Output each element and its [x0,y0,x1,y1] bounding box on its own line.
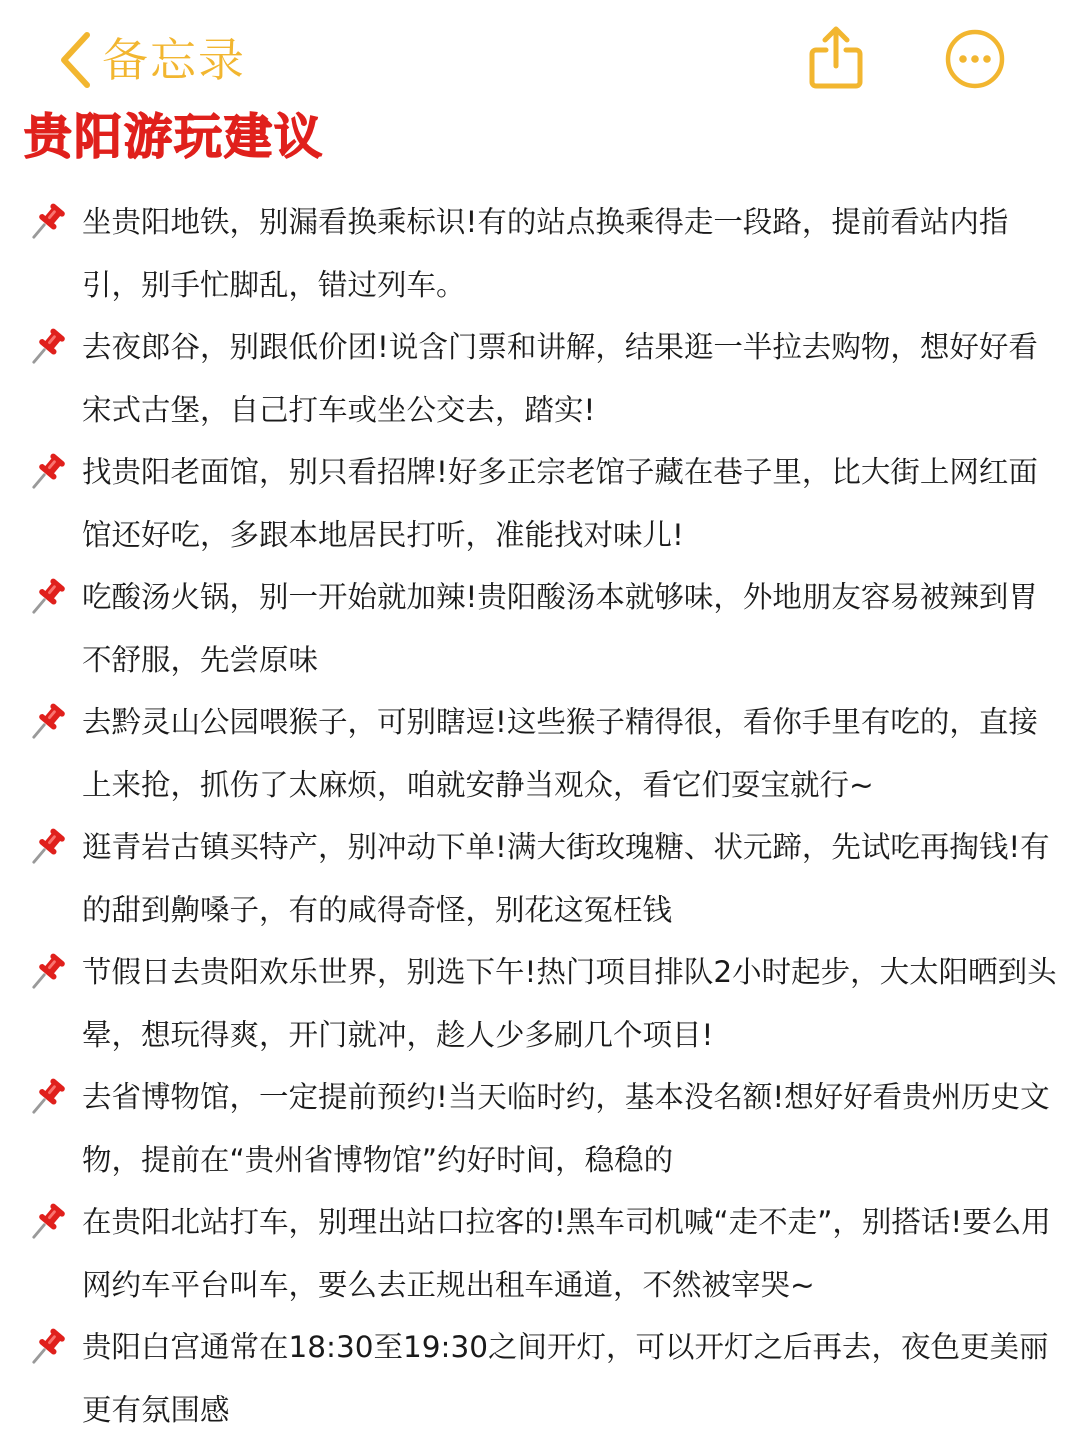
pushpin-icon [30,1327,68,1365]
list-item [0,690,1080,815]
list-item-text: 找贵阳老面馆，别只看招牌!好多正宗老馆子藏在巷子里，比大街上网红面馆还好吃，多跟本地居民打听，准能找对味儿! [82,455,1038,552]
pushpin-icon [30,577,68,615]
list-item-text: 在贵阳北站打车，别理出站口拉客的!黑车司机喊“走不走”，别搭话!要么用网约车平台叫车，要么去正规出租车通道，不然被宰哭~ [82,1205,1051,1302]
list-item [0,190,1080,315]
list-item-text: 去黔灵山公园喂猴子，可别瞎逗!这些猴子精得很，看你手里有吃的，直接上来抢，抓伤了太麻烦，咱就安静当观众，看它们耍宝就行~ [82,705,1038,802]
list-item [0,940,1080,1065]
note-title: 贵阳游玩建议 [24,109,325,165]
list-item-text: 节假日去贵阳欢乐世界，别选下午!热门项目排队2小时起步，大太阳晒到头晕，想玩得爽，开门就冲，趁人少多刷几个项目! [82,955,1057,1052]
back-label: 备忘录 [102,33,246,87]
pushpin-icon [30,827,68,865]
pushpin-icon [30,702,68,740]
more-icon [944,28,1006,90]
pushpin-icon [30,452,68,490]
list-item-text: 坐贵阳地铁，别漏看换乘标识!有的站点换乘得走一段路，提前看站内指引，别手忙脚乱，错过列车。 [82,205,1009,302]
list-item-text: 贵阳白宫通常在18:30至19:30之间开灯，可以开灯之后再去，夜色更美丽更有氛围感 [82,1330,1049,1427]
list-item [0,315,1080,440]
list-item [0,1065,1080,1190]
list-item-text: 去夜郎谷，别跟低价团!说含门票和讲解，结果逛一半拉去购物，想好好看宋式古堡，自己打车或坐公交去，踏实! [82,330,1038,427]
list-item [0,1190,1080,1315]
list-item-text: 吃酸汤火锅，别一开始就加辣!贵阳酸汤本就够味，外地朋友容易被辣到胃不舒服，先尝原味 [82,580,1038,677]
pushpin-icon [30,1077,68,1115]
pushpin-icon [30,202,68,240]
note-list [0,190,1080,1440]
top-bar [0,0,1080,110]
more-button[interactable] [944,28,1006,90]
chevron-left-icon [58,31,92,89]
list-item-text: 逛青岩古镇买特产，别冲动下单!满大街玫瑰糖、状元蹄，先试吃再掏钱!有的甜到齁嗓子，有的咸得奇怪，别花这冤枉钱 [82,830,1050,927]
share-button[interactable] [806,26,866,90]
list-item [0,815,1080,940]
pushpin-icon [30,952,68,990]
list-item [0,565,1080,690]
back-button[interactable] [58,24,246,96]
list-item [0,1315,1080,1440]
list-item [0,440,1080,565]
list-item-text: 去省博物馆，一定提前预约!当天临时约，基本没名额!想好好看贵州历史文物，提前在“贵州省博物馆”约好时间，稳稳的 [82,1080,1050,1177]
pushpin-icon [30,327,68,365]
pushpin-icon [30,1202,68,1240]
share-icon [806,26,866,90]
